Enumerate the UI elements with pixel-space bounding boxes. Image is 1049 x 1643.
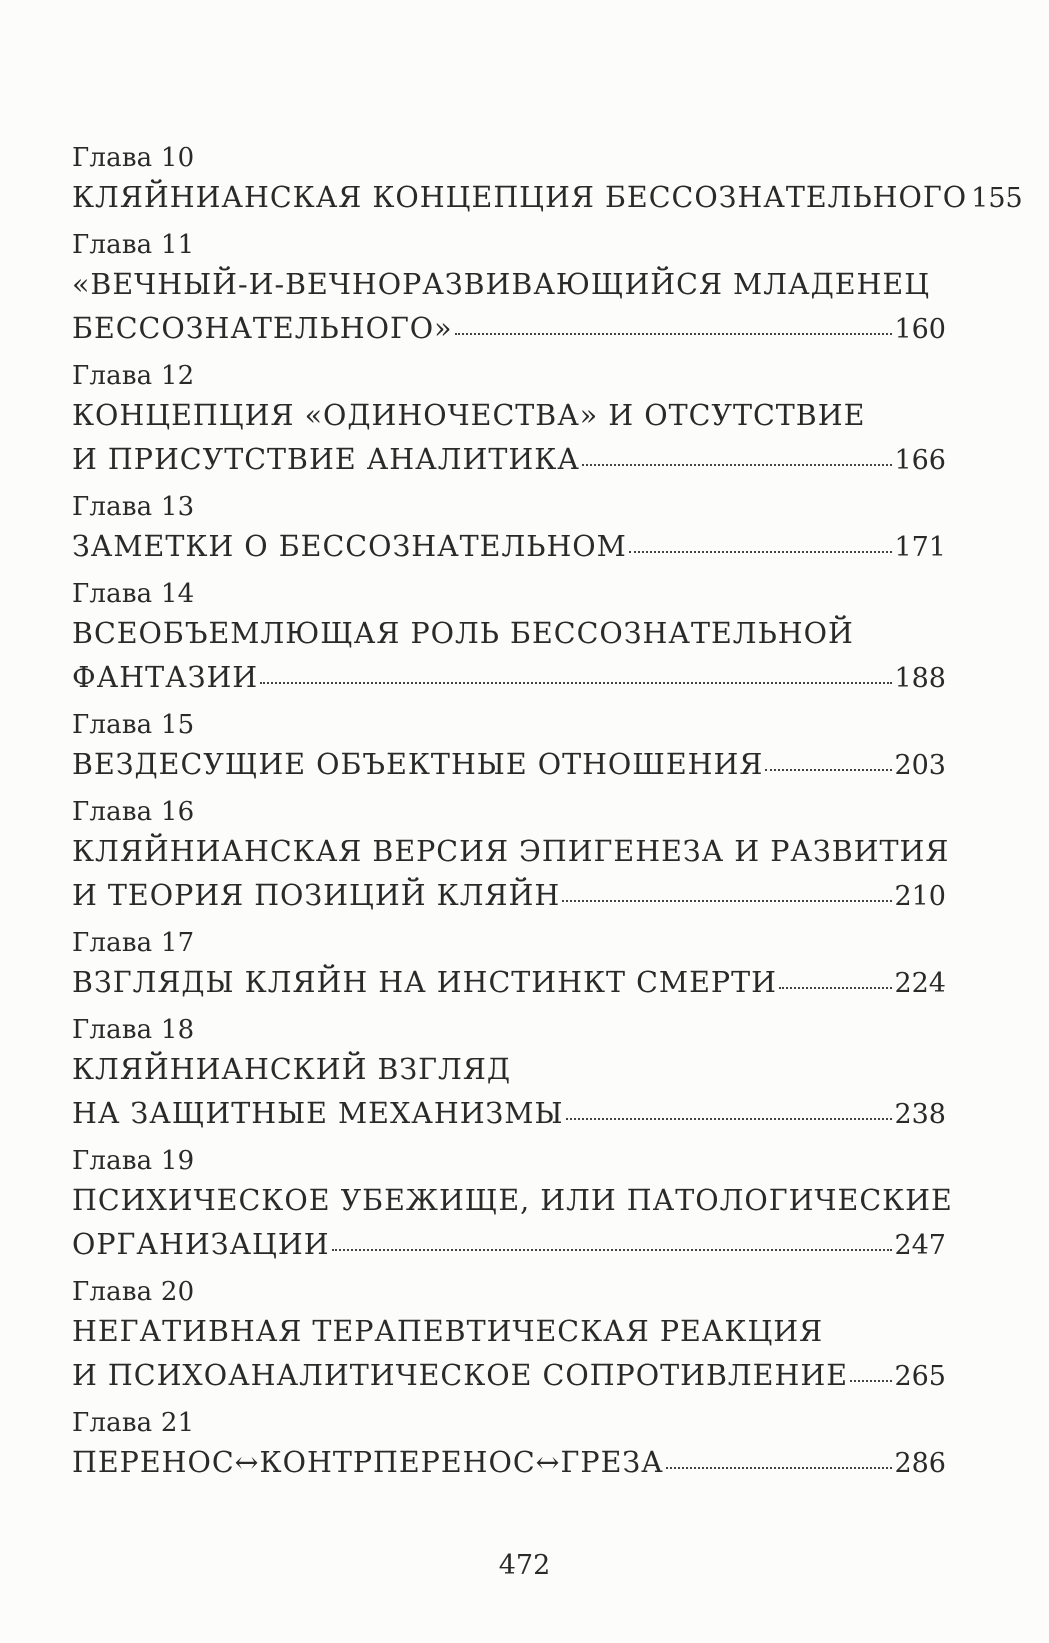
toc-entry: [72, 1274, 946, 1399]
chapter-label: Глава 10: [72, 143, 195, 173]
toc-entry: [72, 925, 946, 1006]
chapter-label: Глава 14: [72, 579, 195, 609]
chapter-page-number: 155: [971, 183, 1023, 214]
toc-entry: [72, 707, 946, 788]
dot-leader: [582, 464, 893, 466]
toc-entry: [72, 140, 1023, 221]
chapter-title-last-line: [72, 1092, 946, 1137]
dot-leader: [566, 1118, 893, 1120]
chapter-title-last-line: [72, 961, 946, 1006]
chapter-page-number: 247: [894, 1230, 946, 1261]
chapter-page-number: 203: [894, 750, 946, 781]
dot-leader: [260, 682, 892, 684]
chapter-label: Глава 20: [72, 1277, 195, 1307]
chapter-title-text: НА ЗАЩИТНЫЕ МЕХАНИЗМЫ: [72, 1097, 564, 1130]
chapter-page-number: 286: [894, 1448, 946, 1479]
toc-entry: [72, 227, 946, 352]
chapter-title-line: КЛЯЙНИАНСКИЙ ВЗГЛЯД: [72, 1053, 512, 1086]
toc-entry: [72, 576, 946, 701]
chapter-title-text: ВЗГЛЯДЫ КЛЯЙН НА ИНСТИНКТ СМЕРТИ: [72, 966, 777, 999]
chapter-title-line: КЛЯЙНИАНСКАЯ ВЕРСИЯ ЭПИГЕНЕЗА И РАЗВИТИЯ: [72, 835, 950, 868]
chapter-title-text: И ТЕОРИЯ ПОЗИЦИЙ КЛЯЙН: [72, 879, 561, 912]
chapter-title-last-line: [72, 307, 946, 352]
chapter-title-last-line: [72, 656, 946, 701]
chapter-title-text: И ПСИХОАНАЛИТИЧЕСКОЕ СОПРОТИВЛЕНИЕ: [72, 1359, 849, 1392]
chapter-label: Глава 11: [72, 230, 195, 260]
toc-entry: [72, 1143, 953, 1268]
chapter-title-line: ВСЕОБЪЕМЛЮЩАЯ РОЛЬ БЕССОЗНАТЕЛЬНОЙ: [72, 617, 854, 650]
chapter-page-number: 166: [894, 445, 946, 476]
chapter-label: Глава 16: [72, 797, 195, 827]
chapter-label: Глава 19: [72, 1146, 195, 1176]
dot-leader: [332, 1249, 893, 1251]
chapter-title-text: БЕССОЗНАТЕЛЬНОГО»: [72, 312, 453, 345]
chapter-label: Глава 13: [72, 492, 195, 522]
dot-leader: [455, 333, 893, 335]
toc-entry: [72, 1012, 946, 1137]
chapter-page-number: 265: [894, 1361, 946, 1392]
chapter-title-last-line: [72, 438, 946, 483]
chapter-page-number: 224: [894, 968, 946, 999]
chapter-page-number: 171: [894, 532, 946, 563]
chapter-title-text: ФАНТАЗИИ: [72, 661, 259, 694]
chapter-title-last-line: [72, 743, 946, 788]
chapter-page-number: 210: [894, 881, 946, 912]
dot-leader: [850, 1380, 892, 1382]
chapter-title-text: ПЕРЕНОС↔КОНТРПЕРЕНОС↔ГРЕЗА: [72, 1446, 664, 1479]
dot-leader: [562, 900, 892, 902]
chapter-label: Глава 18: [72, 1015, 195, 1045]
chapter-label: Глава 12: [72, 361, 195, 391]
chapter-page-number: 160: [894, 314, 946, 345]
chapter-page-number: 238: [894, 1099, 946, 1130]
dot-leader: [666, 1467, 893, 1469]
toc-entry: [72, 794, 950, 919]
chapter-title-line: ПСИХИЧЕСКОЕ УБЕЖИЩЕ, ИЛИ ПАТОЛОГИЧЕСКИЕ: [72, 1184, 953, 1217]
chapter-title-line: КОНЦЕПЦИЯ «ОДИНОЧЕСТВА» И ОТСУТСТВИЕ: [72, 399, 866, 432]
dot-leader: [629, 551, 893, 553]
chapter-title-last-line: [72, 176, 1023, 221]
chapter-label: Глава 17: [72, 928, 195, 958]
chapter-title-text: КЛЯЙНИАНСКАЯ КОНЦЕПЦИЯ БЕССОЗНАТЕЛЬНОГО: [72, 181, 968, 214]
chapter-title-last-line: [72, 874, 946, 919]
chapter-title-last-line: [72, 1223, 946, 1268]
chapter-title-text: И ПРИСУТСТВИЕ АНАЛИТИКА: [72, 443, 580, 476]
toc-entry: [72, 358, 946, 483]
chapter-label: Глава 15: [72, 710, 195, 740]
chapter-title-text: ЗАМЕТКИ О БЕССОЗНАТЕЛЬНОМ: [72, 530, 627, 563]
dot-leader: [765, 769, 892, 771]
chapter-title-last-line: [72, 1441, 946, 1486]
chapter-title-line: «ВЕЧНЫЙ-И-ВЕЧНОРАЗВИВАЮЩИЙСЯ МЛАДЕНЕЦ: [72, 268, 931, 301]
chapter-title-text: ВЕЗДЕСУЩИЕ ОБЪЕКТНЫЕ ОТНОШЕНИЯ: [72, 748, 764, 781]
dot-leader: [779, 987, 893, 989]
chapter-title-last-line: [72, 525, 946, 570]
toc-entry: [72, 489, 946, 570]
chapter-label: Глава 21: [72, 1408, 195, 1438]
page-number: 472: [498, 1550, 551, 1581]
table-of-contents: [72, 140, 1023, 1492]
chapter-title-line: НЕГАТИВНАЯ ТЕРАПЕВТИЧЕСКАЯ РЕАКЦИЯ: [72, 1315, 824, 1348]
chapter-title-text: ОРГАНИЗАЦИИ: [72, 1228, 330, 1261]
chapter-page-number: 188: [894, 663, 946, 694]
toc-entry: [72, 1405, 946, 1486]
chapter-title-last-line: [72, 1354, 946, 1399]
